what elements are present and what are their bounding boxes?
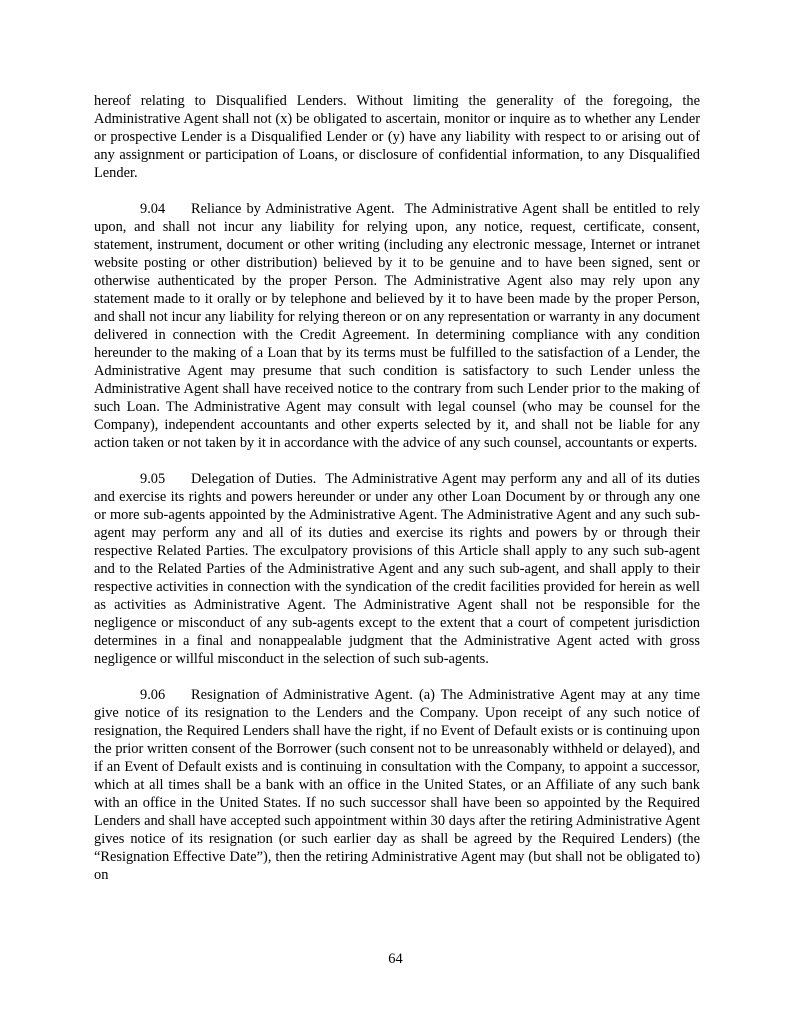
section-number: 9.06 — [140, 687, 166, 703]
section-9-05 — [94, 470, 700, 668]
intro-paragraph: hereof relating to Disqualified Lenders. Without limiting the generality of the foregoing, the Administrative Agent shall not (x) be obligated to ascertain, monitor or inquire as to whether any Lender or prospective Lender is a Disqualified Lender or (y) have any liability with respect to or arising out of any assignment or participation of Loans, or disclosure of confidential information, to any Disqualified Lender. — [94, 93, 700, 181]
section-number: 9.05 — [140, 471, 166, 487]
section-heading: Delegation of Duties. — [191, 471, 317, 487]
document-page — [94, 92, 700, 902]
section-body: The Administrative Agent shall be entitled to rely upon, and shall not incur any liability for relying upon, any notice, request, certificate, consent, statement, instrument, document or other writing (including any electronic message, Internet or intranet website posting or other distribution) believed by it to be genuine and to have been signed, sent or otherwise authenticated by the proper Person. The Administrative Agent also may rely upon any statement made to it orally or by telephone and believed by it to have been made by the proper Person, and shall not incur any liability for relying thereon or on any representation or warranty in any document delivered in connection with the Credit Agreement. In determining compliance with any condition hereunder to the making of a Loan that by its terms must be fulfilled to the satisfaction of a Lender, the Administrative Agent may presume that such condition is satisfactory to such Lender unless the Administrative Agent shall have received notice to the contrary from such Lender prior to the making of such Loan. The Administrative Agent may consult with legal counsel (who may be counsel for the Company), independent accountants and other experts selected by it, and shall not be liable for any action taken or not taken by it in accordance with the advice of any such counsel, accountants or experts. — [94, 201, 701, 451]
section-body: (a) The Administrative Agent may at any time give notice of its resignation to the Lenders and the Company. Upon receipt of any such notice of resignation, the Required Lenders shall have the right, if no Event of Default exists or is continuing upon the prior written consent of the Borrower (such consent not to be unreasonably withheld or delayed), and if an Event of Default exists and is continuing in consultation with the Company, to appoint a successor, which at all times shall be a bank with an office in the United States, or an Affiliate of any such bank with an office in the United States. If no such successor shall have been so appointed by the Required Lenders and shall have accepted such appointment within 30 days after the retiring Administrative Agent gives notice of its resignation (or such earlier day as shall be agreed by the Required Lenders) (the “Resignation Effective Date”), then the retiring Administrative Agent may (but shall not be obligated to) on — [94, 687, 700, 883]
section-number: 9.04 — [140, 201, 166, 217]
section-9-06 — [94, 686, 700, 884]
page-number: 64 — [388, 951, 403, 967]
section-body: The Administrative Agent may perform any and all of its duties and exercise its rights and powers hereunder or under any other Loan Document by or through any one or more sub-agents appointed by the Administrative Agent. The Administrative Agent and any such sub-agent may perform any and all of its duties and exercise its rights and powers by or through their respective Related Parties. The exculpatory provisions of this Article shall apply to any such sub-agent and to the Related Parties of the Administrative Agent and any such sub-agent, and shall apply to their respective activities in connection with the syndication of the credit facilities provided for herein as well as activities as Administrative Agent. The Administrative Agent shall not be responsible for the negligence or misconduct of any sub-agents except to the extent that a court of competent jurisdiction determines in a final and nonappealable judgment that the Administrative Agent acted with gross negligence or willful misconduct in the selection of such sub-agents. — [94, 471, 701, 667]
section-heading: Resignation of Administrative Agent. — [191, 687, 414, 703]
section-heading: Reliance by Administrative Agent. — [191, 201, 395, 217]
section-9-04 — [94, 200, 700, 452]
